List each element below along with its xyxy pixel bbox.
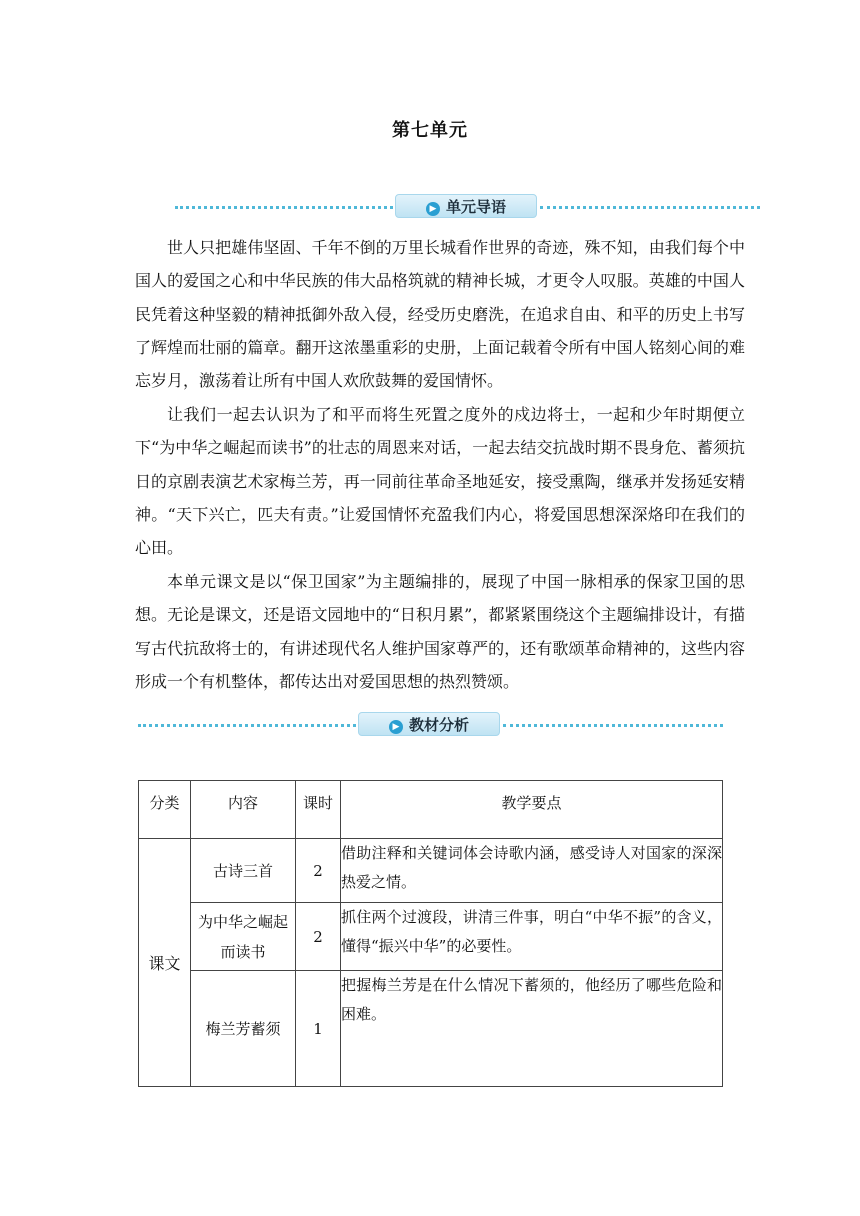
intro-paragraph-2: 让我们一起去认识为了和平而将生死置之度外的戍边将士，一起和少年时期便立下“为中华之崛起而读书”的壮志的周恩来对话，一起去结交抗战时期不畏身危、蓄须抗日的京剧表演艺术家梅兰芳，再一同前往革命圣地延安，接受熏陶，继承并发扬延安精神。“天下兴亡，匹夫有责。”让爱国情怀充盈我们内心，将爱国思想深深烙印在我们的心田。 xyxy=(135,405,745,558)
point-cell: 把握梅兰芳是在什么情况下蓄须的，他经历了哪些危险和困难。 xyxy=(341,971,723,1087)
section-header-intro xyxy=(0,194,860,222)
section-label-intro-text: 单元导语 xyxy=(445,198,506,216)
intro-paragraph-1: 世人只把雄伟坚固、千年不倒的万里长城看作世界的奇迹，殊不知，由我们每个中国人的爱国之心和中华民族的伟大品格筑就的精神长城，才更令人叹服。英雄的中国人民凭着这种坚毅的精神抵御外敌入侵，经受历史磨洗，在追求自由、和平的历史上书写了辉煌而壮丽的篇章。翻开这浓墨重彩的史册，上面记载着令所有中国人铭刻心间的难忘岁月，激荡着让所有中国人欢欣鼓舞的爱国情怀。 xyxy=(135,238,745,391)
table-row xyxy=(139,971,723,1087)
table-row xyxy=(139,903,723,971)
dotted-divider-right xyxy=(540,206,760,209)
dotted-divider-left xyxy=(175,206,393,209)
section-label-intro xyxy=(395,194,537,218)
analysis-table xyxy=(138,780,723,1087)
arrow-right-icon: ▶ xyxy=(389,720,403,734)
page-title: 第七单元 xyxy=(392,120,468,141)
header-points: 教学要点 xyxy=(341,781,723,839)
dotted-divider-right xyxy=(503,724,723,727)
arrow-right-icon: ▶ xyxy=(426,202,440,216)
header-hours: 课时 xyxy=(296,781,341,839)
hours-cell: 2 xyxy=(296,839,341,903)
hours-cell: 2 xyxy=(296,903,341,971)
table-row xyxy=(139,839,723,903)
section-label-analysis-text: 教材分析 xyxy=(408,716,469,734)
category-cell: 课文 xyxy=(139,839,191,1087)
section-label-analysis xyxy=(358,712,500,736)
table-header-row xyxy=(139,781,723,839)
header-content: 内容 xyxy=(191,781,296,839)
point-cell: 借助注释和关键词体会诗歌内涵，感受诗人对国家的深深热爱之情。 xyxy=(341,839,723,903)
section-header-analysis xyxy=(0,712,860,740)
dotted-divider-left xyxy=(138,724,356,727)
hours-cell: 1 xyxy=(296,971,341,1087)
content-cell: 为中华之崛起而读书 xyxy=(191,903,296,971)
intro-paragraph-3: 本单元课文是以“保卫国家”为主题编排的，展现了中国一脉相承的保家卫国的思想。无论是课文，还是语文园地中的“日积月累”，都紧紧围绕这个主题编排设计，有描写古代抗敌将士的，有讲述现代名人维护国家尊严的，还有歌颂革命精神的，这些内容形成一个有机整体，都传达出对爱国思想的热烈赞颂。 xyxy=(135,572,745,691)
point-cell: 抓住两个过渡段，讲清三件事，明白“中华不振”的含义，懂得“振兴中华”的必要性。 xyxy=(341,903,723,971)
content-cell: 梅兰芳蓄须 xyxy=(191,971,296,1087)
content-cell: 古诗三首 xyxy=(191,839,296,903)
header-category: 分类 xyxy=(139,781,191,839)
